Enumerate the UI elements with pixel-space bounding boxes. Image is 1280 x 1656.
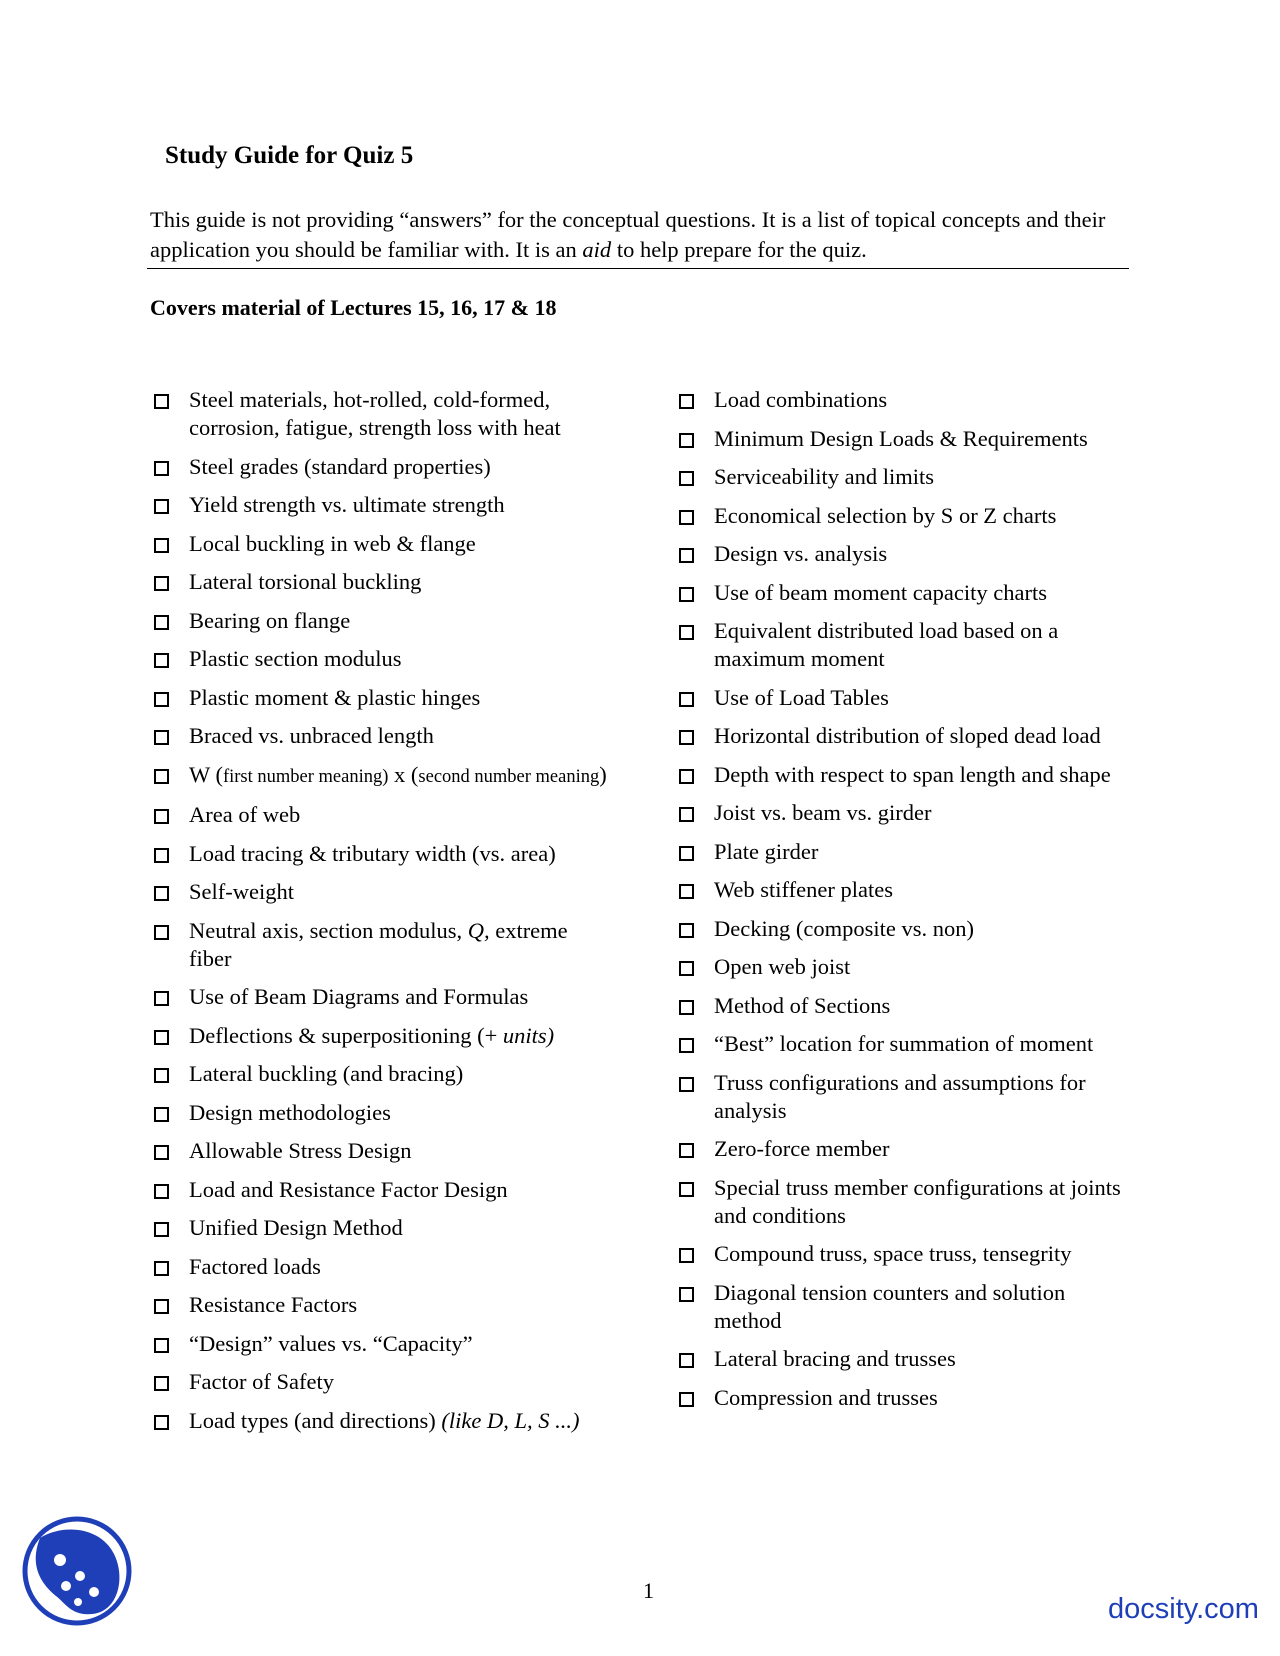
checklist-item: Zero-force member: [678, 1135, 1126, 1163]
checklist-item: Design methodologies: [153, 1099, 613, 1127]
checkbox-icon[interactable]: [154, 394, 169, 409]
checklist-item: Compression and trusses: [678, 1384, 1126, 1412]
checklist-item: Economical selection by S or Z charts: [678, 502, 1126, 530]
checklist-item-w-notation: W (first number meaning) x (second number meaning): [153, 761, 613, 791]
checkbox-icon[interactable]: [154, 991, 169, 1006]
left-checklist: [153, 386, 613, 1445]
checklist-item: Open web joist: [678, 953, 1126, 981]
checklist-item: Serviceability and limits: [678, 463, 1126, 491]
checklist-item: Load tracing & tributary width (vs. area): [153, 840, 613, 868]
checkbox-icon[interactable]: [154, 1107, 169, 1122]
checkbox-icon[interactable]: [679, 433, 694, 448]
checklist-item: Use of Beam Diagrams and Formulas: [153, 983, 613, 1011]
checkbox-icon[interactable]: [679, 1038, 694, 1053]
checkbox-icon[interactable]: [154, 1184, 169, 1199]
checkbox-icon[interactable]: [679, 692, 694, 707]
checklist-item: Plastic section modulus: [153, 645, 613, 673]
checkbox-icon[interactable]: [679, 884, 694, 899]
checklist-item: Braced vs. unbraced length: [153, 722, 613, 750]
checkbox-icon[interactable]: [154, 1261, 169, 1276]
checklist-item: Special truss member configurations at joints and conditions: [678, 1174, 1126, 1230]
checkbox-icon[interactable]: [154, 1030, 169, 1045]
checklist-item: Design vs. analysis: [678, 540, 1126, 568]
checklist-item: Steel materials, hot-rolled, cold-formed, corrosion, fatigue, strength loss with heat: [153, 386, 613, 442]
intro-text-2: to help prepare for the quiz.: [611, 237, 867, 262]
checklist-item: Use of Load Tables: [678, 684, 1126, 712]
checkbox-icon[interactable]: [154, 576, 169, 591]
checklist-item: Neutral axis, section modulus, Q, extreme fiber: [153, 917, 613, 973]
checkbox-icon[interactable]: [679, 471, 694, 486]
checkbox-icon[interactable]: [679, 1000, 694, 1015]
checkbox-icon[interactable]: [154, 730, 169, 745]
checklist-item: Resistance Factors: [153, 1291, 613, 1319]
checklist-item: “Best” location for summation of moment: [678, 1030, 1126, 1058]
checklist-item: Method of Sections: [678, 992, 1126, 1020]
checkbox-icon[interactable]: [679, 1287, 694, 1302]
checkbox-icon[interactable]: [154, 1338, 169, 1353]
checkbox-icon[interactable]: [154, 769, 169, 784]
checkbox-icon[interactable]: [679, 548, 694, 563]
checklist-item: Allowable Stress Design: [153, 1137, 613, 1165]
checklist-item: Joist vs. beam vs. girder: [678, 799, 1126, 827]
checkbox-icon[interactable]: [679, 1392, 694, 1407]
checklist-item: Bearing on flange: [153, 607, 613, 635]
docsity-watermark[interactable]: docsity.com: [1108, 1593, 1259, 1625]
checkbox-icon[interactable]: [679, 587, 694, 602]
docsity-logo-icon[interactable]: [22, 1516, 132, 1626]
intro-text-1: This guide is not providing “answers” for the conceptual questions. It is a list of topical concepts and their application you should be familiar with. It is an: [150, 207, 1106, 262]
checkbox-icon[interactable]: [154, 653, 169, 668]
checklist-item: Lateral buckling (and bracing): [153, 1060, 613, 1088]
checkbox-icon[interactable]: [679, 1353, 694, 1368]
checkbox-icon[interactable]: [679, 1248, 694, 1263]
checkbox-icon[interactable]: [154, 1068, 169, 1083]
checklist-item: Steel grades (standard properties): [153, 453, 613, 481]
page-title: Study Guide for Quiz 5: [165, 142, 414, 169]
checklist-item: Depth with respect to span length and shape: [678, 761, 1126, 789]
checklist-item: Truss configurations and assumptions for analysis: [678, 1069, 1126, 1125]
horizontal-rule: [147, 268, 1129, 269]
page-number: 1: [643, 1578, 654, 1603]
checkbox-icon[interactable]: [679, 1077, 694, 1092]
checkbox-icon[interactable]: [679, 961, 694, 976]
checklist-item: Horizontal distribution of sloped dead load: [678, 722, 1126, 750]
right-checklist: [678, 386, 1126, 1422]
checkbox-icon[interactable]: [154, 809, 169, 824]
checkbox-icon[interactable]: [154, 925, 169, 940]
checklist-item: Self-weight: [153, 878, 613, 906]
checklist-item: Area of web: [153, 801, 613, 829]
checklist-item: Plate girder: [678, 838, 1126, 866]
checkbox-icon[interactable]: [154, 1222, 169, 1237]
checkbox-icon[interactable]: [154, 692, 169, 707]
checklist-item: Equivalent distributed load based on a maximum moment: [678, 617, 1126, 673]
checkbox-icon[interactable]: [154, 538, 169, 553]
intro-paragraph: [150, 205, 1130, 265]
checkbox-icon[interactable]: [679, 923, 694, 938]
checkbox-icon[interactable]: [679, 394, 694, 409]
checkbox-icon[interactable]: [154, 1145, 169, 1160]
checkbox-icon[interactable]: [154, 848, 169, 863]
checklist-item: Plastic moment & plastic hinges: [153, 684, 613, 712]
checklist-item: Load types (and directions) (like D, L, S ...): [153, 1407, 613, 1435]
checkbox-icon[interactable]: [154, 461, 169, 476]
checkbox-icon[interactable]: [154, 499, 169, 514]
checkbox-icon[interactable]: [679, 846, 694, 861]
checklist-item: Decking (composite vs. non): [678, 915, 1126, 943]
checkbox-icon[interactable]: [154, 1415, 169, 1430]
checklist-item: Compound truss, space truss, tensegrity: [678, 1240, 1126, 1268]
checkbox-icon[interactable]: [154, 1299, 169, 1314]
checklist-item: “Design” values vs. “Capacity”: [153, 1330, 613, 1358]
checklist-item: Use of beam moment capacity charts: [678, 579, 1126, 607]
checkbox-icon[interactable]: [679, 730, 694, 745]
covers-heading: Covers material of Lectures 15, 16, 17 & 18: [150, 295, 557, 320]
checkbox-icon[interactable]: [679, 625, 694, 640]
checkbox-icon[interactable]: [154, 615, 169, 630]
checklist-item: Factor of Safety: [153, 1368, 613, 1396]
checklist-item: Deflections & superpositioning (+ units): [153, 1022, 613, 1050]
checklist-item: Lateral torsional buckling: [153, 568, 613, 596]
checkbox-icon[interactable]: [679, 1143, 694, 1158]
checklist-item: Factored loads: [153, 1253, 613, 1281]
checkbox-icon[interactable]: [679, 807, 694, 822]
checkbox-icon[interactable]: [154, 886, 169, 901]
checklist-item: Load combinations: [678, 386, 1126, 414]
checklist-item: Unified Design Method: [153, 1214, 613, 1242]
checkbox-icon[interactable]: [154, 1376, 169, 1391]
intro-emphasis: aid: [582, 237, 612, 262]
checklist-item: Lateral bracing and trusses: [678, 1345, 1126, 1373]
checkbox-icon[interactable]: [679, 510, 694, 525]
checklist-item: Minimum Design Loads & Requirements: [678, 425, 1126, 453]
checkbox-icon[interactable]: [679, 769, 694, 784]
checkbox-icon[interactable]: [679, 1182, 694, 1197]
checklist-item: Load and Resistance Factor Design: [153, 1176, 613, 1204]
checklist-item: Diagonal tension counters and solution method: [678, 1279, 1126, 1335]
checklist-item: Web stiffener plates: [678, 876, 1126, 904]
checklist-item: Local buckling in web & flange: [153, 530, 613, 558]
checklist-item: Yield strength vs. ultimate strength: [153, 491, 613, 519]
